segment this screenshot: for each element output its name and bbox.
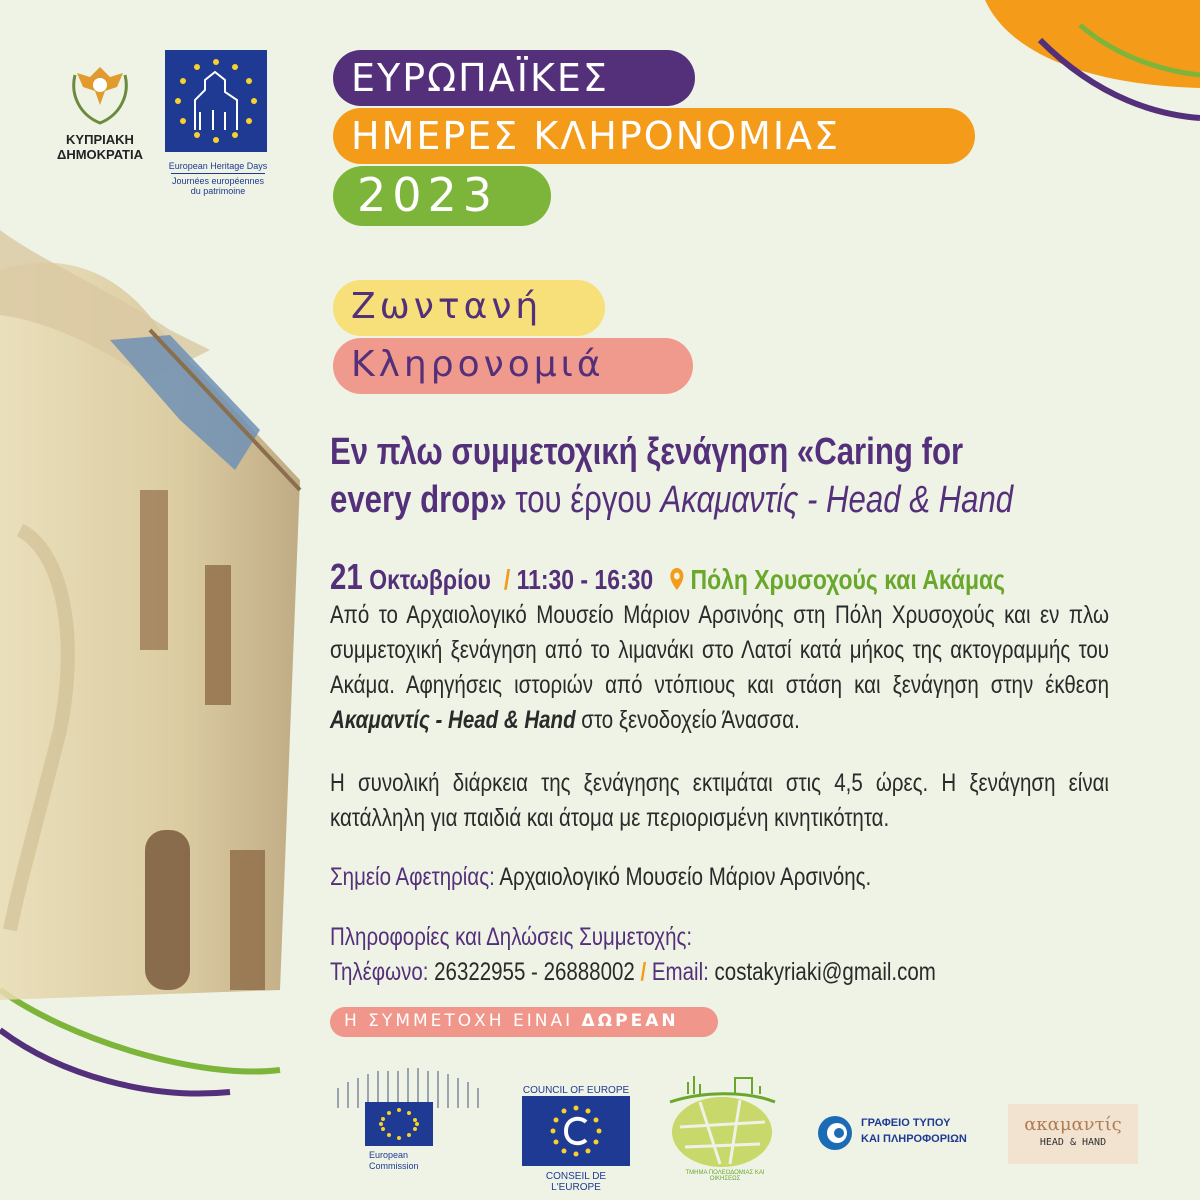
event-dateline — [330, 556, 1005, 598]
event-headline — [330, 428, 1150, 524]
headline-italic: Ακαμαντίς - Head & Hand — [660, 479, 1014, 521]
european-commission-logo — [333, 1068, 493, 1178]
free-participation-badge — [330, 1007, 718, 1037]
watercolor-building-illustration — [0, 230, 320, 1000]
headline-bold1: Εν πλω συμμετοχική ξενάγηση «Caring for — [330, 431, 964, 473]
start-value: Αρχαιολογικό Μουσείο Μάριον Αρσινόης. — [494, 863, 872, 891]
ec-line2: Commission — [369, 1161, 419, 1171]
ehd-flag-icon — [165, 50, 267, 152]
title-year: 2023 — [333, 166, 551, 226]
contact-line — [330, 955, 1109, 990]
cyprus-republic-logo — [40, 55, 160, 162]
ec-line1: European — [369, 1150, 409, 1160]
headline-normal: του έργου — [506, 479, 661, 521]
description-part2: στο ξενοδοχείο Άνασσα. — [575, 706, 800, 734]
email-value[interactable]: costakyriaki@gmail.com — [714, 958, 936, 986]
theme-line2: Κληρονομιά — [333, 338, 693, 394]
ehd-line2: Journées européennes — [171, 176, 265, 186]
free-normal: Η ΣΥΜΜΕΤΟΧΗ ΕΙΝΑΙ — [344, 1011, 582, 1031]
info-label: Πληροφορίες και Δηλώσεις Συμμετοχής: — [330, 923, 693, 951]
cyprus-name-line1: ΚΥΠΡΙΑΚΗ — [66, 132, 134, 147]
headline-bold2: every drop» — [330, 479, 507, 521]
european-heritage-days-logo — [165, 50, 271, 196]
ehd-line1: European Heritage Days — [168, 161, 268, 171]
event-day: 21 — [330, 556, 363, 597]
title-line2: ΗΜΕΡΕΣ ΚΛΗΡΟΝΟΜΙΑΣ — [333, 108, 975, 164]
start-point — [330, 860, 1109, 895]
start-label: Σημείο Αφετηρίας: — [330, 863, 495, 891]
coe-flag-icon — [522, 1096, 630, 1166]
ehd-line3: du patrimoine — [190, 186, 246, 196]
cyprus-emblem-icon — [65, 55, 135, 127]
description-part1: Από το Αρχαιολογικό Μουσείο Μάριον Αρσινόης στη Πόλη Χρυσοχούς και εν πλω συμμετοχική ξενάγηση από το λιμανάκι στο Λατσί κατά μήκος της ακτογραμμής του Ακάμα. Αφηγήσεις ιστοριών από ντόπιους και στάση και ξενάγηση στην έκθεση — [330, 601, 1109, 699]
bottom-left-purple-arc — [0, 1030, 230, 1093]
title-line1: ΕΥΡΩΠΑΪΚΕΣ — [333, 50, 695, 106]
pio-emblem-icon — [815, 1113, 855, 1153]
cyprus-name-line2: ΔΗΜΟΚΡΑΤΙΑ — [56, 147, 144, 162]
event-description — [330, 598, 1109, 738]
dateline-separator: / — [503, 564, 511, 595]
event-time: 11:30 - 16:30 — [516, 564, 654, 595]
planning-emblem-icon — [660, 1072, 785, 1182]
coe-top: COUNCIL OF EUROPE — [522, 1085, 630, 1096]
email-label: Email: — [651, 958, 715, 986]
press-information-office-logo — [815, 1113, 985, 1153]
coe-bottom: CONSEIL DE L'EUROPE — [545, 1171, 607, 1193]
description-italic: Ακαμαντίς - Head & Hand — [330, 706, 576, 734]
ec-flag-icon — [365, 1102, 433, 1146]
theme-line1: Ζωντανή — [333, 280, 605, 336]
free-bold: ΔΩΡΕΑΝ — [581, 1011, 679, 1031]
phone-label: Τηλέφωνο: — [330, 958, 435, 986]
pio-line2: ΚΑΙ ΠΛΗΡΟΦΟΡΙΩΝ — [861, 1133, 967, 1145]
akamantis-line2: HEAD & HAND — [1039, 1137, 1107, 1148]
event-month: Οκτωβρίου — [369, 564, 491, 595]
pio-line1: ΓΡΑΦΕΙΟ ΤΥΠΟΥ — [861, 1117, 951, 1129]
planning-department-logo — [660, 1072, 785, 1182]
event-location: Πόλη Χρυσοχούς και Ακάμας — [690, 564, 1006, 595]
akamantis-line1: ακαμαντίς — [1024, 1114, 1122, 1135]
contact-separator: / — [634, 958, 652, 986]
location-pin-icon — [669, 567, 684, 591]
akamantis-logo — [1008, 1104, 1138, 1164]
planning-text: ΤΜΗΜΑ ΠΟΛΕΟΔΟΜΙΑΣ ΚΑΙ ΟΙΚΗΣΕΩΣ — [685, 1170, 765, 1182]
top-right-orange-arc — [985, 0, 1200, 88]
event-duration: Η συνολική διάρκεια της ξενάγησης εκτιμάται στις 4,5 ώρες. Η ξενάγηση είναι κατάλληλη για παιδιά και άτομα με περιορισμένη κινητικότητα. — [330, 769, 1109, 832]
phone-value[interactable]: 26322955 - 26888002 — [434, 958, 635, 986]
council-of-europe-logo — [520, 1085, 632, 1193]
